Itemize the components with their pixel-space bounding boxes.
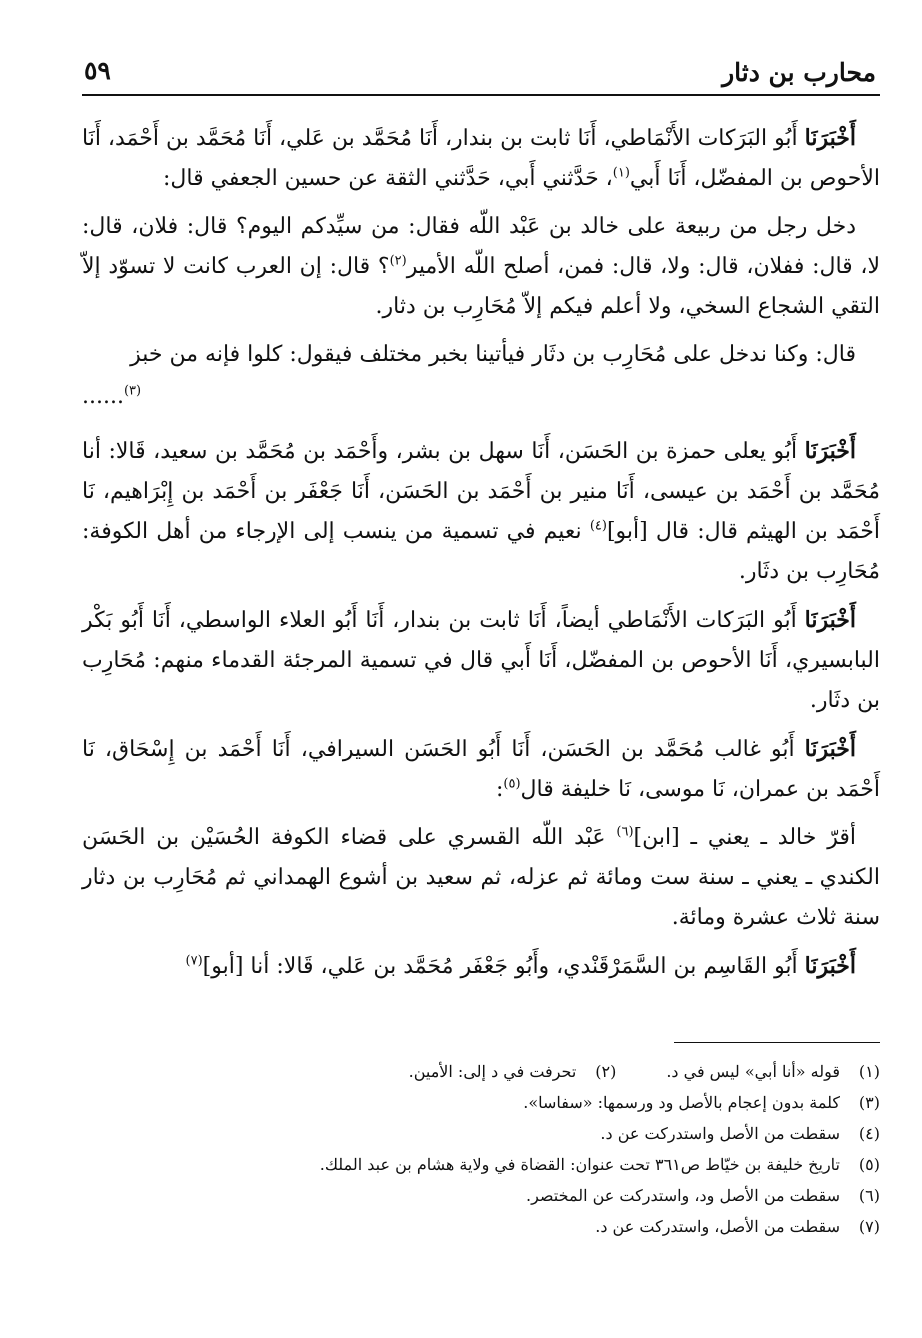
footnote-1 xyxy=(666,1056,880,1087)
paragraph-text: : xyxy=(495,777,504,802)
footnote-text: سقطت من الأصل ود، واستدركت عن المختصر. xyxy=(526,1186,840,1205)
footnote-ref-7: (٧) xyxy=(185,953,203,969)
paragraph-4 xyxy=(82,431,880,592)
paragraph-text: أَبُو البَرَكات الأَنْمَاطي، أَنَا ثابت بن بندار، أَنَا مُحَمَّد بن عَلي، أَنَا مُحَمَّد بن أَحْمَد، أَنَا الأحوص بن المفضّل، أَنَا أَبي xyxy=(82,126,880,191)
footnote-number: (٤) xyxy=(858,1124,880,1143)
footnote-text: سقطت من الأصل، واستدركت عن د. xyxy=(595,1217,840,1236)
footnote-7 xyxy=(82,1211,880,1242)
footnote-number: (٣) xyxy=(858,1093,880,1112)
akhbarana-keyword: أَخْبَرَنَا xyxy=(804,736,856,762)
page-number: ٥٩ xyxy=(84,56,111,85)
footnote-ref-2: (٢) xyxy=(389,253,407,269)
footnote-6 xyxy=(82,1180,880,1211)
footnote-row xyxy=(82,1056,880,1087)
paragraph-text: أَبُو يعلى حمزة بن الحَسَن، أَنَا سهل بن بشر، وأَحْمَد بن مُحَمَّد بن سعيد، قَالا: أنا مُحَمَّد بن أَحْمَد بن عيسى، أَنَا منير بن أَحْمَد بن الحَسَن، أَنَا جَعْفَر بن أَحْمَد بن إِبْرَاهيم، نَا أَحْمَد بن الهيثم قال: قال [أبو] xyxy=(82,439,880,544)
footnote-5 xyxy=(82,1149,880,1180)
footnote-ref-1: (١) xyxy=(612,165,630,181)
akhbarana-keyword: أَخْبَرَنَا xyxy=(804,607,856,633)
footnote-text: تاريخ خليفة بن خيّاط ص٣٦١ تحت عنوان: القضاة في ولاية هشام بن عبد الملك. xyxy=(319,1155,840,1174)
paragraph-3 xyxy=(82,335,880,375)
footnote-ref-3: (٣) xyxy=(123,383,142,399)
ellipsis-line xyxy=(82,377,880,417)
footnote-ref-6: (٦) xyxy=(616,824,634,840)
footnote-number: (٦) xyxy=(858,1186,880,1205)
paragraph-text: أَبُو القَاسِم بن السَّمَرْقَنْدي، وأَبُو جَعْفَر مُحَمَّد بن عَلي، قَالا: أنا [أبو] xyxy=(202,954,805,979)
paragraph-text: قال: وكنا ندخل على مُحَارِب بن دثَار فيأتينا بخبر مختلف فيقول: كلوا فإنه من خبز xyxy=(130,342,856,367)
paragraph-8 xyxy=(82,946,880,987)
footnote-separator xyxy=(674,1042,880,1043)
footnote-number: (٥) xyxy=(858,1155,880,1174)
footnote-4 xyxy=(82,1118,880,1149)
running-title: محارب بن دثار xyxy=(722,58,876,87)
footnotes xyxy=(82,1056,880,1242)
footnote-3 xyxy=(82,1087,880,1118)
paragraph-2 xyxy=(82,207,880,327)
footnote-ref-4: (٤) xyxy=(589,518,607,534)
main-text xyxy=(82,118,880,995)
akhbarana-keyword: أَخْبَرَنَا xyxy=(804,125,856,151)
paragraph-6 xyxy=(82,729,880,810)
paragraph-5 xyxy=(82,600,880,721)
paragraph-text: نعيم في تسمية من ينسب إلى الإرجاء من أهل الكوفة: مُحَارِب بن دثَار. xyxy=(82,519,880,584)
paragraph-7 xyxy=(82,818,880,938)
footnote-number: (١) xyxy=(858,1062,880,1081)
footnote-text: سقطت من الأصل واستدركت عن د. xyxy=(600,1124,840,1143)
page-header xyxy=(82,52,880,96)
paragraph-text: عَبْد اللّه القسري على قضاء الكوفة الحُسَيْن بن الحَسَن الكندي ـ يعني ـ سنة ست ومائة ثم عزله، ثم سعيد بن أشوع الهمداني ثم مُحَارِب بن دثار سنة ثلاث عشرة ومائة. xyxy=(82,825,880,930)
footnote-number: (٢) xyxy=(595,1062,617,1081)
akhbarana-keyword: أَخْبَرَنَا xyxy=(804,438,856,464)
footnote-text: تحرفت في د إلى: الأمين. xyxy=(408,1062,577,1081)
footnote-text: كلمة بدون إعجام بالأصل ود ورسمها: «سفاسا». xyxy=(523,1093,840,1112)
paragraph-text: ، حَدَّثني أَبي، حَدَّثني الثقة عن حسين الجعفي قال: xyxy=(162,166,613,191)
footnote-ref-5: (٥) xyxy=(503,776,521,792)
paragraph-1 xyxy=(82,118,880,199)
akhbarana-keyword: أَخْبَرَنَا xyxy=(804,953,856,979)
footnote-text: قوله «أنا أبي» ليس في د. xyxy=(666,1062,840,1081)
footnote-number: (٧) xyxy=(858,1217,880,1236)
ellipsis-dots: ...... xyxy=(82,384,124,409)
paragraph-text: أَبُو البَرَكات الأَنْمَاطي أيضاً، أَنَا ثابت بن بندار، أَنَا أَبُو العلاء الواسطي، أَنَا أَبُو بَكْر البابسيري، أَنَا الأحوص بن المفضّل، أَنَا أَبي قال في تسمية المرجئة القدماء منهم: مُحَارِب بن دثَار. xyxy=(82,608,880,713)
paragraph-text: أَبُو غالب مُحَمَّد بن الحَسَن، أَنَا أَبُو الحَسَن السيرافي، أَنَا أَحْمَد بن إِسْحَاق، نَا أَحْمَد بن عمران، نَا موسى، نَا خليفة قال xyxy=(82,737,880,802)
paragraph-text: دخل رجل من ربيعة على خالد بن عَبْد اللّه فقال: من سيِّدكم اليوم؟ قال: فلان، قال: لا، قال: ففلان، قال: ولا، قال: فمن، أصلح اللّه الأمير xyxy=(82,214,881,279)
paragraph-text: أقرّ خالد ـ يعني ـ [ابن] xyxy=(633,825,856,850)
paragraph-text: ؟ قال: إن العرب كانت لا تسوّد إلاّ التقي الشجاع السخي، ولا أعلم فيكم إلاّ مُحَارِب بن دثار. xyxy=(82,254,880,319)
footnote-2 xyxy=(409,1056,617,1087)
